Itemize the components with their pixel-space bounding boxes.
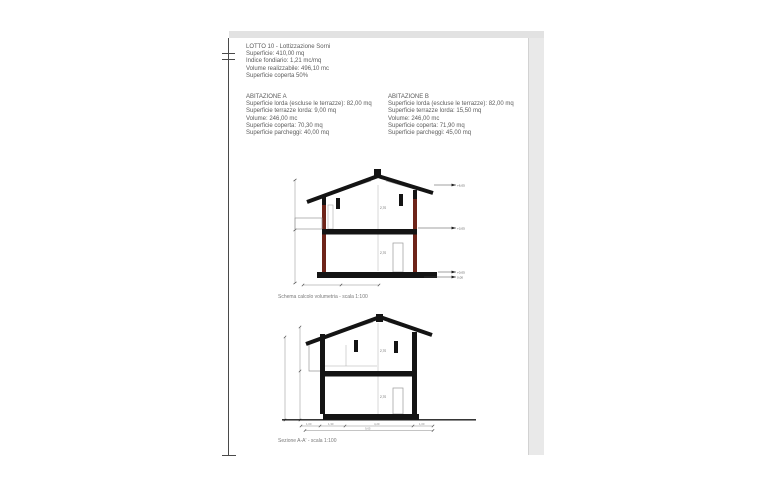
abitazione-a-line: Superficie parcheggi: 40,00 mq (246, 129, 330, 136)
abitazione-a-line: Superficie terrazze lorda: 9,00 mq (246, 108, 337, 115)
dim-label: 1,00 (306, 422, 312, 426)
dim-label: 1,30 (328, 422, 334, 426)
abitazione-b-line: Superficie coperta: 71,90 mq (388, 122, 465, 129)
window-outline (328, 205, 333, 229)
floor-height-label: 2,70 (380, 206, 387, 210)
ridge-chimney (376, 314, 383, 322)
abitazione-a-title: ABITAZIONE A (246, 94, 287, 100)
floor-height-label: 2,70 (380, 251, 387, 255)
page-edge-corner (222, 455, 236, 456)
level-label: +0,05 (457, 270, 465, 275)
abitazione-a-line: Volume: 246,00 mc (246, 115, 298, 122)
ground-slab (323, 414, 419, 420)
abitazione-a-line: Superficie lorda (escluse le terrazze): 82,00 mq (246, 101, 372, 108)
level-markers (418, 183, 465, 279)
abitazione-b-line: Volume: 246,00 mc (388, 115, 440, 122)
ground-slab (317, 272, 437, 278)
floor-height-label: 2,70 (380, 349, 387, 353)
level-label: 0,00 (457, 275, 464, 280)
level-label: +3,05 (457, 226, 465, 231)
lot-line: Superficie: 410,00 mq (246, 51, 305, 58)
abitazione-b-line: Superficie lorda (escluse le terrazze): 82,00 mq (388, 101, 514, 108)
abitazione-b-block (388, 94, 514, 137)
drawing2-caption: Sezione A-A' - scala 1:100 (278, 438, 337, 444)
floor-slab (323, 371, 417, 377)
abitazione-b-title: ABITAZIONE B (388, 94, 429, 100)
level-label: +6,05 (457, 183, 465, 188)
abitazione-a-block (246, 94, 372, 137)
abitazione-b-line: Superficie parcheggi: 45,00 mq (388, 129, 472, 136)
floor-height-label: 2,70 (380, 395, 387, 399)
page-top-shadow (229, 31, 544, 38)
ridge-chimney (374, 169, 381, 178)
abitazione-b-line: Superficie terrazze lorda: 15,50 mq (388, 108, 482, 115)
page-right-shadow (528, 38, 544, 455)
dim-label: 1,00 (419, 422, 425, 426)
page-edge-tick (222, 59, 235, 60)
dim-total-label: 9,65 (365, 426, 371, 431)
floor-slab (322, 229, 417, 235)
lot-title: LOTTO 10 - Lottizzazione Sorni (246, 44, 331, 50)
lot-line: Volume realizzabile: 496,10 mc (246, 65, 330, 72)
lot-line: Superficie coperta 50% (246, 72, 309, 79)
lot-line: Indice fondiario: 1,21 mc/mq (246, 58, 322, 65)
terrace-outline (295, 218, 322, 229)
drawing1-caption: Schema calcolo volumetria - scala 1:100 (278, 294, 368, 300)
page-edge-tick (222, 53, 235, 54)
dim-label: 4,20 (374, 422, 380, 426)
page-left-edge-line (228, 38, 229, 456)
bottom-dimensions (300, 422, 434, 432)
lot-summary-block (246, 44, 330, 80)
door-outline (393, 388, 403, 414)
section-drawing-volumetria (283, 168, 478, 290)
section-drawing-a-a (280, 314, 482, 436)
cut-wall-left (322, 196, 326, 275)
door-outline (393, 243, 403, 272)
abitazione-a-line: Superficie coperta: 70,30 mq (246, 122, 323, 129)
